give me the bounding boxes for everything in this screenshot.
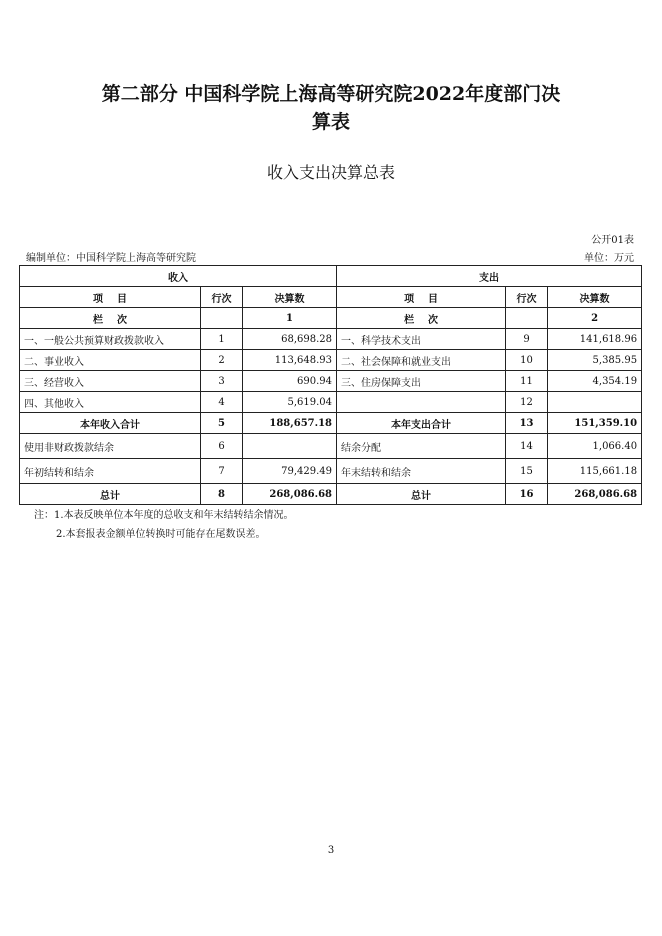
expense-row-no: 16 [506, 484, 548, 505]
expense-total-label: 总计 [337, 484, 506, 505]
income-amount: 690.94 [243, 371, 337, 392]
table-subtitle: 收入支出决算总表 [266, 163, 395, 182]
income-subtotal-label: 本年收入合计 [20, 413, 201, 434]
income-row-no: 8 [201, 484, 243, 505]
income-row-no: 1 [201, 329, 243, 350]
expense-total-amount: 268,086.68 [548, 484, 642, 505]
expense-column-label: 栏 次 [337, 308, 506, 329]
table-row [20, 459, 642, 484]
income-column-label: 栏 次 [20, 308, 201, 329]
expense-item: 年末结转和结余 [337, 459, 506, 484]
footnotes [34, 506, 294, 544]
income-column-blank [201, 308, 243, 329]
income-item: 二、事业收入 [20, 350, 201, 371]
income-total-amount: 268,086.68 [243, 484, 337, 505]
income-amount [243, 434, 337, 459]
expense-amount: 5,385.95 [548, 350, 642, 371]
income-row-no: 3 [201, 371, 243, 392]
income-row-no: 5 [201, 413, 243, 434]
expense-item: 结余分配 [337, 434, 506, 459]
expense-row-no: 13 [506, 413, 548, 434]
table-row [20, 434, 642, 459]
expense-row-no: 12 [506, 392, 548, 413]
income-item: 一、一般公共预算财政拨款收入 [20, 329, 201, 350]
compiling-unit: 编制单位：中国科学院上海高等研究院 [26, 253, 196, 264]
footnote-1: 注：1.本表反映单位本年度的总收支和年末结转结余情况。 [34, 510, 294, 521]
income-item: 四、其他收入 [20, 392, 201, 413]
income-header: 收入 [20, 266, 337, 287]
expense-item: 二、社会保障和就业支出 [337, 350, 506, 371]
expense-amount: 115,661.18 [548, 459, 642, 484]
income-amount: 68,698.28 [243, 329, 337, 350]
subtotal-row [20, 413, 642, 434]
expense-column-number: 2 [548, 308, 642, 329]
expense-row-no: 14 [506, 434, 548, 459]
expense-subtotal-amount: 151,359.10 [548, 413, 642, 434]
total-row [20, 484, 642, 505]
income-item-header: 项 目 [20, 287, 201, 308]
income-item: 三、经营收入 [20, 371, 201, 392]
page-number: 3 [327, 845, 335, 856]
income-amount: 79,429.49 [243, 459, 337, 484]
income-row-no: 2 [201, 350, 243, 371]
expense-row-no: 10 [506, 350, 548, 371]
income-row-no-header: 行次 [201, 287, 243, 308]
expense-item: 三、住房保障支出 [337, 371, 506, 392]
income-row-no: 7 [201, 459, 243, 484]
expense-item-header: 项 目 [337, 287, 506, 308]
expense-subtotal-label: 本年支出合计 [337, 413, 506, 434]
expense-amount: 141,618.96 [548, 329, 642, 350]
expense-row-no: 11 [506, 371, 548, 392]
expense-column-blank [506, 308, 548, 329]
expense-amount: 4,354.19 [548, 371, 642, 392]
income-column-number: 1 [243, 308, 337, 329]
expense-amount-header: 决算数 [548, 287, 642, 308]
expense-amount: 1,066.40 [548, 434, 642, 459]
income-row-no: 6 [201, 434, 243, 459]
income-row-no: 4 [201, 392, 243, 413]
table-row [20, 392, 642, 413]
income-item: 使用非财政拨款结余 [20, 434, 201, 459]
document-title [40, 80, 622, 136]
footnote-2: 2.本套报表金额单位转换时可能存在尾数误差。 [56, 529, 266, 540]
form-number: 公开01表 [591, 235, 634, 246]
income-total-label: 总计 [20, 484, 201, 505]
currency-unit: 单位：万元 [584, 253, 634, 264]
expense-item [337, 392, 506, 413]
income-amount: 5,619.04 [243, 392, 337, 413]
title-line-2: 算表 [311, 111, 350, 133]
income-item: 年初结转和结余 [20, 459, 201, 484]
expense-row-no-header: 行次 [506, 287, 548, 308]
expense-amount [548, 392, 642, 413]
table-row [20, 371, 642, 392]
income-amount: 113,648.93 [243, 350, 337, 371]
title-line-1: 第二部分 中国科学院上海高等研究院2022年度部门决 [101, 83, 561, 105]
income-amount-header: 决算数 [243, 287, 337, 308]
table-row [20, 329, 642, 350]
income-expense-table [19, 265, 642, 505]
income-subtotal-amount: 188,657.18 [243, 413, 337, 434]
table-row [20, 350, 642, 371]
expense-item: 一、科学技术支出 [337, 329, 506, 350]
expense-row-no: 9 [506, 329, 548, 350]
expense-header: 支出 [337, 266, 642, 287]
expense-row-no: 15 [506, 459, 548, 484]
